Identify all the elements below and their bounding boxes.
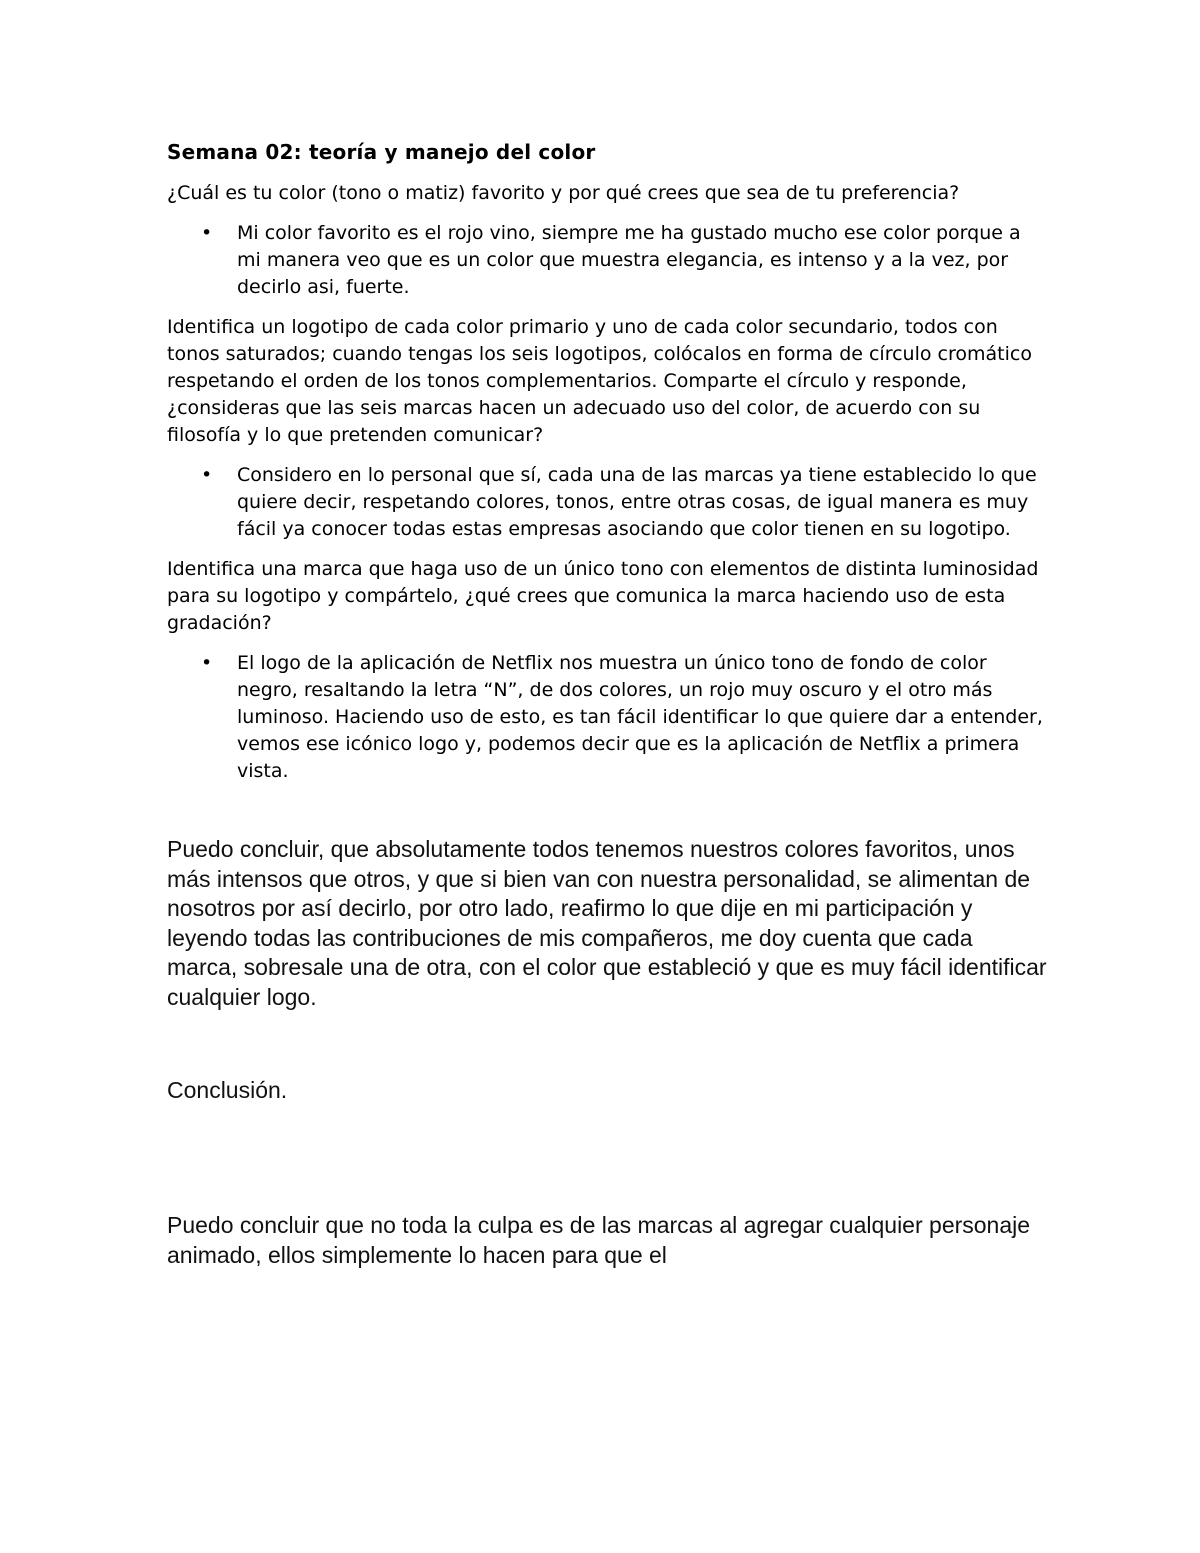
document-title: Semana 02: teoría y manejo del color (167, 140, 596, 164)
conclusion-paragraph-1: Puedo concluir, que absolutamente todos tenemos nuestros colores favoritos, unos más intensos que otros, y que si bien van con nuestra personalidad, se alimentan de nosotros por así decirlo, por otro lado, reafirmo lo que dije en mi participación y leyendo todas las contribuciones de mis compañeros, me doy cuenta que cada marca, sobresale una de otra, con el color que estableció y que es muy fácil identificar cualquier logo. (167, 836, 1047, 1010)
conclusion-heading: Conclusión. (167, 1076, 288, 1103)
list-item (167, 462, 1047, 543)
question-1: ¿Cuál es tu color (tono o matiz) favorito y por qué crees que sea de tu preferencia? (167, 182, 960, 204)
conclusion-paragraph-2: Puedo concluir que no toda la culpa es de las marcas al agregar cualquier personaje animado, ellos simplemente lo hacen para que el (167, 1212, 1031, 1268)
bullet-icon: • (201, 222, 213, 244)
answer-3-text: El logo de la aplicación de Netflix nos muestra un único tono de fondo de color negro, resaltando la letra “N”, de dos colores, un rojo muy oscuro y el otro más luminoso. Haciendo uso de esto, es tan fácil identificar lo que quiere dar a entender, vemos ese icónico logo y, podemos decir que es la aplicación de Netflix a primera vista. (237, 652, 1043, 782)
answer-list-1 (167, 220, 1047, 301)
question-3: Identifica una marca que haga uso de un único tono con elementos de distinta luminosidad para su logotipo y compártelo, ¿qué crees que comunica la marca haciendo uso de esta gradación? (167, 558, 1039, 634)
bullet-icon: • (201, 464, 213, 486)
list-item (167, 220, 1047, 301)
question-2: Identifica un logotipo de cada color primario y uno de cada color secundario, todos con tonos saturados; cuando tengas los seis logotipos, colócalos en forma de círculo cromático respetando el orden de los tonos complementarios. Comparte el círculo y responde, ¿consideras que las seis marcas hacen un adecuado uso del color, de acuerdo con su filosofía y lo que pretenden comunicar? (167, 316, 1032, 446)
answer-list-2 (167, 462, 1047, 543)
list-item (167, 650, 1047, 785)
bullet-icon: • (201, 652, 213, 674)
answer-1-text: Mi color favorito es el rojo vino, siempre me ha gustado mucho ese color porque a mi manera veo que es un color que muestra elegancia, es intenso y a la vez, por decirlo asi, fuerte. (237, 222, 1021, 298)
answer-2-text: Considero en lo personal que sí, cada una de las marcas ya tiene establecido lo que quiere decir, respetando colores, tonos, entre otras cosas, de igual manera es muy fácil ya conocer todas estas empresas asociando que color tienen en su logotipo. (237, 464, 1037, 540)
answer-list-3 (167, 650, 1047, 785)
document-body (167, 138, 1047, 1270)
